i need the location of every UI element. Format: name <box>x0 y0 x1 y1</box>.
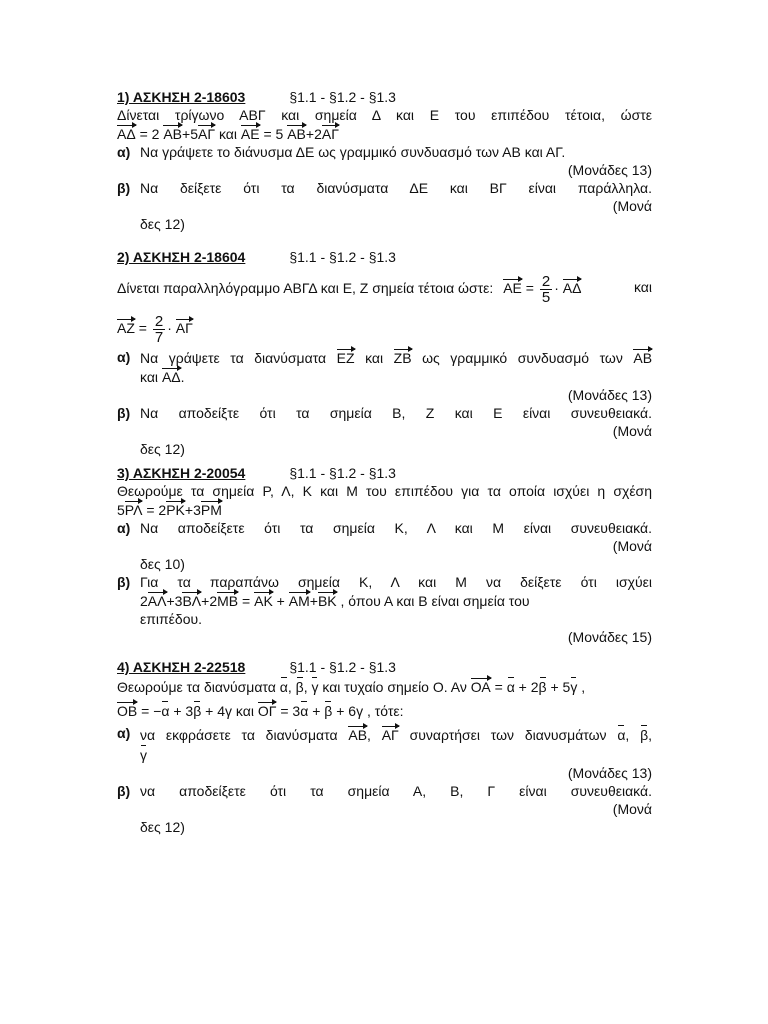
text-qa-text1: Να γράψετε τα διανύσματα <box>140 350 327 366</box>
text-c5: 5 <box>117 502 125 518</box>
exercise-intro: Δίνεται παραλληλόγραμμο ΑΒΓΔ και Ε, Ζ σημεία τέτοια ώστε: ΑΕ = $\frac{2}{5}$ · ΑΔ και <box>117 273 652 306</box>
exercise-3 <box>117 464 652 646</box>
exercise-condition: 5ΡΛ = 2ΡΚ+3ΡΜ <box>117 502 222 518</box>
text-qa-label: α) <box>117 725 131 741</box>
text-and: και <box>633 279 652 295</box>
text-qa-text: Να αποδείξετε ότι τα σημεία Κ, Λ και Μ είναι συνευθειακά. <box>140 520 652 536</box>
text-v-ad2: ΑΔ <box>161 369 181 385</box>
question-a: α) να εκφράσετε τα διανύσματα ΑΒ, ΑΓ συναρτήσει των διανυσμάτων α, β, <box>117 725 653 743</box>
exercise-intro <box>117 106 652 124</box>
text-qb-marks2: δες 12) <box>140 441 185 457</box>
text-eq2: = 5 <box>263 126 284 142</box>
text-f1-num: 2 <box>541 273 551 290</box>
text-vb: β <box>193 700 201 720</box>
text-qb-text: Να αποδείξτε ότι τα σημεία Β, Ζ και Ε είναι συνευθειακά. <box>140 405 652 421</box>
text-v-ag: ΑΓ <box>175 320 193 337</box>
text-vg: γ <box>311 676 318 696</box>
text-va: α <box>280 676 288 696</box>
text-va: α <box>617 724 625 744</box>
text-v-az: ΑΖ <box>117 320 135 337</box>
text-f-p3: +3 <box>166 593 183 609</box>
text-vb: β <box>324 700 332 720</box>
text-v-ad: ΑΔ <box>562 280 582 297</box>
question-a <box>117 519 652 537</box>
text-vg: γ <box>140 744 147 764</box>
text-qa-text: Να γράψετε το διάνυσμα ΔΕ ως γραμμικό συνδυασμό των ΑΒ και ΑΓ. <box>140 144 566 160</box>
text-qa-marks: (Μονάδες 13) <box>567 387 652 403</box>
text-v-ag: ΑΓ <box>381 727 399 743</box>
text-qa-marks1: (Μονά <box>612 538 652 554</box>
text-va: α <box>300 700 308 720</box>
text-qb-marks1: (Μονά <box>612 801 652 817</box>
exercise-header <box>117 658 652 676</box>
text-plus3: +3 <box>184 502 201 518</box>
text-qa-label: α) <box>117 520 131 536</box>
exercise-condition <box>117 124 652 143</box>
text-v-bl: ΒΛ <box>182 593 202 609</box>
text-intro1: Θεωρούμε τα διανύσματα <box>117 679 276 695</box>
text-qb-text2: επιπέδου. <box>140 611 203 627</box>
text-v-am: ΑΜ <box>288 593 310 609</box>
text-eq1: = 2 <box>139 126 160 142</box>
text-sections: §1.1 - §1.2 - §1.3 <box>289 465 396 481</box>
question-a-cont: και ΑΔ. <box>140 369 185 385</box>
text-qa-text2: συναρτήσει των διανυσμάτων <box>409 727 607 743</box>
text-intro: Δίνεται παραλληλόγραμμο ΑΒΓΔ και Ε, Ζ σημεία τέτοια ώστε: <box>117 280 494 297</box>
text-v-bk: ΒΚ <box>317 593 337 609</box>
text-v-zb: ΖΒ <box>393 350 412 366</box>
text-v-ob: ΟΒ <box>117 703 138 719</box>
text-v-ab: ΑΒ <box>633 350 653 366</box>
text-qb-marks: (Μονάδες 15) <box>567 629 652 645</box>
text-v-ab2: ΑΒ <box>287 126 306 142</box>
text-f-2: 2 <box>140 593 148 609</box>
text-v-ez: ΕΖ <box>336 350 355 366</box>
text-f1-den: 5 <box>541 289 551 306</box>
exercise-intro: Θεωρούμε τα σημεία Ρ, Λ, Κ και Μ του επιπέδου για τα οποία ισχύει η σχέση <box>117 483 652 499</box>
text-qa-and2: και <box>140 369 159 385</box>
text-qb-label: β) <box>117 574 131 590</box>
text-v-al: ΑΛ <box>147 593 167 609</box>
text-v-oa: ΟΑ <box>470 679 491 695</box>
text-qa-marks: (Μονάδες 13) <box>567 765 652 781</box>
exercise-intro: Θεωρούμε τα διανύσματα α, β, γ και τυχαίο σημείο Ο. Αν ΟΑ = α + 2β + 5γ , <box>117 676 652 696</box>
text-f-p2: +2 <box>201 593 218 609</box>
exercise-id: 1) ΑΣΚΗΣΗ 2-18603 <box>117 89 246 105</box>
text-plus5: +5 <box>182 126 198 142</box>
text-sections: §1.1 - §1.2 - §1.3 <box>289 659 396 675</box>
text-id: 4) ΑΣΚΗΣΗ 2-22518 <box>117 659 246 675</box>
fraction-2-7 <box>153 314 165 345</box>
exercise-1 <box>117 88 652 233</box>
question-b <box>117 179 652 197</box>
text-qb-label: β) <box>117 405 131 421</box>
text-f2-den: 7 <box>154 329 164 346</box>
exercise-header <box>117 464 652 482</box>
question-a-cont <box>140 744 652 764</box>
text-v-mb: ΜΒ <box>217 593 239 609</box>
text-intro: Δίνεται τρίγωνο ΑΒΓ και σημεία Δ και Ε του επιπέδου τέτοια, ώστε <box>117 107 652 123</box>
question-b-formula: 2ΑΛ+3ΒΛ+2ΜΒ = ΑΚ + ΑΜ+ΒΚ , όπου Α και Β είναι σημεία του <box>140 593 530 609</box>
text-f2-num: 2 <box>154 313 164 330</box>
exercise-header <box>117 248 652 266</box>
text-c2: 2 <box>158 502 167 518</box>
text-qb-text: Για τα παραπάνω σημεία Κ, Λ και Μ να δείξετε ότι ισχύει <box>140 574 652 590</box>
text-plus2: +2 <box>305 126 322 142</box>
text-qb-text: να αποδείξετε ότι τα σημεία Α, Β, Γ είναι συνευθειακά. <box>140 783 652 799</box>
text-vb: β <box>539 676 547 696</box>
text-qa-marks2: δες 10) <box>140 556 185 572</box>
text-v-pl: ΡΛ <box>124 502 143 518</box>
marks-cont: δες 12) <box>140 216 185 232</box>
text-id: 2) ΑΣΚΗΣΗ 2-18604 <box>117 249 246 265</box>
text-id: 3) ΑΣΚΗΣΗ 2-20054 <box>117 465 246 481</box>
text-qa-label: α) <box>117 144 131 160</box>
exercise-header <box>117 88 652 106</box>
text-and: και <box>235 703 254 719</box>
text-qb-marks2: δες 12) <box>140 819 185 835</box>
text-qb-text: Να δείξετε ότι τα διανύσματα ΔΕ και ΒΓ είναι παράλληλα. <box>140 180 652 196</box>
text-va: α <box>507 676 515 696</box>
text-qb-label: β) <box>117 180 131 196</box>
marks: (Μονά <box>612 198 652 214</box>
text-v-pm: ΡΜ <box>200 502 222 518</box>
text-vg: γ <box>570 676 577 696</box>
text-qa-text1: να εκφράσετε τα διανύσματα <box>140 727 338 743</box>
text-vb: β <box>640 724 648 744</box>
marks: (Μονάδες 13) <box>567 162 652 178</box>
text-qa-label: α) <box>117 349 131 365</box>
question-b <box>117 404 652 422</box>
text-qb-label: β) <box>117 783 131 799</box>
exercise-sections: §1.1 - §1.2 - §1.3 <box>289 89 396 105</box>
exercise-2 <box>117 248 652 458</box>
text-then: , τότε: <box>366 703 404 719</box>
text-v-ak: ΑΚ <box>254 593 273 609</box>
text-v-pk: ΡΚ <box>166 502 185 518</box>
text-f-tail: , όπου Α και Β είναι σημεία του <box>336 593 530 609</box>
text-qa-and: και <box>365 350 384 366</box>
text-qa-text2: ως γραμμικό συνδυασμό των <box>422 350 623 366</box>
text-v-ae: ΑΕ <box>503 280 522 297</box>
text-vb: β <box>296 676 304 696</box>
question-b <box>117 782 652 800</box>
text-v-ab: ΑΒ <box>163 126 183 142</box>
text-v-og: ΟΓ <box>257 703 277 719</box>
question-a <box>117 348 652 367</box>
question-a <box>117 143 652 161</box>
text-v-ae: ΑΕ <box>240 126 260 142</box>
text-qb-marks1: (Μονά <box>612 423 652 439</box>
fraction-2-5 <box>540 274 552 305</box>
text-va: α <box>161 700 169 720</box>
text-intro2: και τυχαίο σημείο Ο. Αν <box>322 679 467 695</box>
text-and: και <box>218 126 237 142</box>
text-sections: §1.1 - §1.2 - §1.3 <box>289 249 396 265</box>
text-v-ab: ΑΒ <box>348 727 368 743</box>
exercise-condition: ΟΒ = −α + 3β + 4γ και ΟΓ = 3α + β + 6γ , τότε: <box>117 700 652 720</box>
text-v-ag2: ΑΓ <box>321 126 339 142</box>
text-v-ad: ΑΔ <box>117 126 136 142</box>
exercise-4 <box>117 658 652 836</box>
exercise-condition: ΑΖ = $\frac{2}{7}$ · ΑΓ <box>117 313 193 346</box>
text-v-ag: ΑΓ <box>198 126 216 142</box>
